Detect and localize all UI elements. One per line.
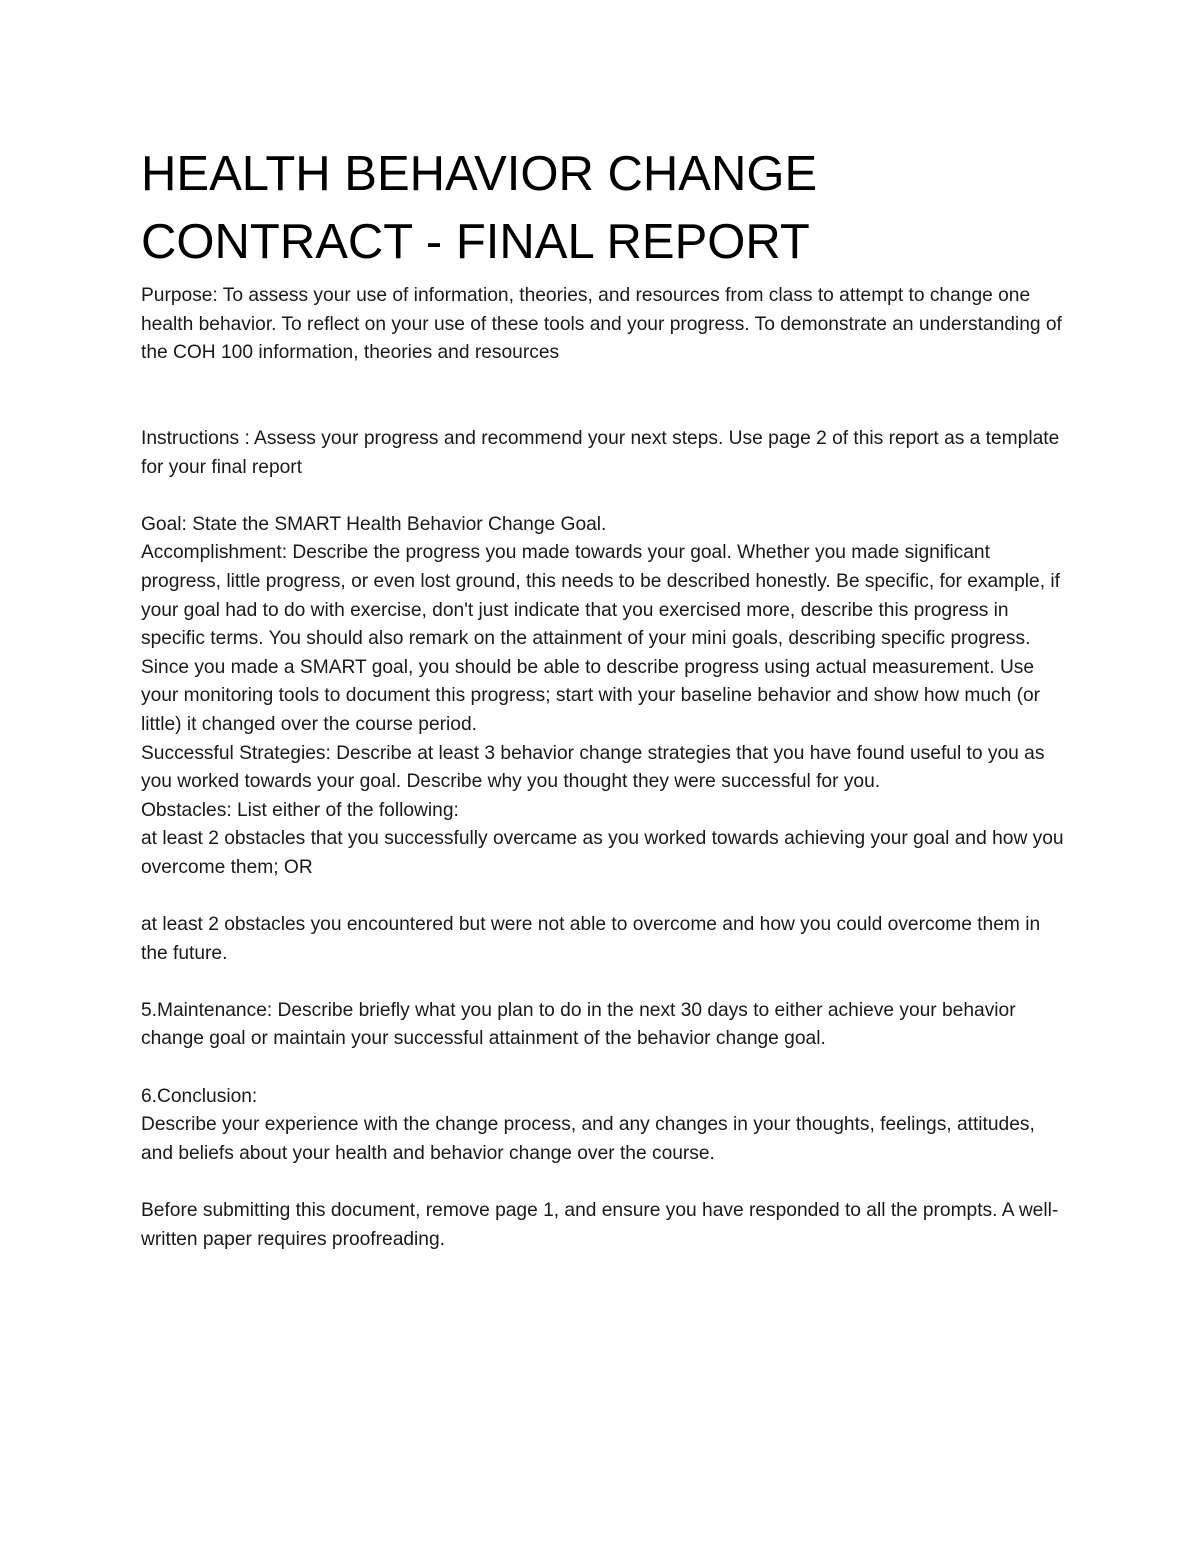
- obstacles-option-2: at least 2 obstacles you encountered but were not able to overcome and how you could overcome them in the future.: [141, 914, 1041, 964]
- title-line-2: CONTRACT - FINAL REPORT: [141, 215, 810, 269]
- document-title: [141, 140, 1071, 276]
- conclusion-heading: 6.Conclusion:: [141, 1085, 258, 1107]
- submission-note: Before submitting this document, remove page 1, and ensure you have responded to all the prompts. A well-written paper requires proofreading.: [141, 1200, 1059, 1250]
- strategies-paragraph: Successful Strategies: Describe at least 3 behavior change strategies that you have found useful to you as you worked towards your goal. Describe why you thought they were successful for you.: [141, 742, 1045, 793]
- instructions-paragraph: Instructions : Assess your progress and recommend your next steps. Use page 2 of this report as a template for your final report: [141, 427, 1060, 478]
- spacer: [141, 968, 1071, 997]
- spacer: [141, 1054, 1071, 1083]
- goal-paragraph: Goal: State the SMART Health Behavior Change Goal.: [141, 513, 607, 535]
- maintenance-paragraph: 5.Maintenance: Describe briefly what you plan to do in the next 30 days to either achieve your behavior change goal or maintain your successful attainment of the behavior change goal.: [141, 999, 1016, 1050]
- spacer: [141, 882, 1071, 911]
- purpose-paragraph: Purpose: To assess your use of information, theories, and resources from class to attempt to change one health behavior. To reflect on your use of these tools and your progress. To demonstrate an understanding of the COH 100 information, theories and resources: [141, 285, 1062, 364]
- spacer: [141, 482, 1071, 511]
- spacer: [141, 1168, 1071, 1197]
- spacer: [141, 368, 1071, 425]
- obstacles-option-1: at least 2 obstacles that you successfully overcame as you worked towards achieving your goal and how you overcome them; OR: [141, 828, 1064, 878]
- conclusion-paragraph: Describe your experience with the change process, and any changes in your thoughts, feelings, attitudes, and beliefs about your health and behavior change over the course.: [141, 1114, 1035, 1164]
- title-line-1: HEALTH BEHAVIOR CHANGE: [141, 147, 818, 201]
- accomplishment-paragraph: Accomplishment: Describe the progress you made towards your goal. Whether you made significant progress, little progress, or even lost ground, this needs to be described honestly. Be specific, for example, if your goal had to do with exercise, don't just indicate that you exercised more, describe this progress in specific terms. You should also remark on the attainment of your mini goals, describing specific progress. Since you made a SMART goal, you should be able to describe progress using actual measurement. Use your monitoring tools to document this progress; start with your baseline behavior and show how much (or little) it changed over the course period.: [141, 542, 1060, 735]
- document-page: [141, 140, 1071, 1254]
- obstacles-intro: Obstacles: List either of the following:: [141, 799, 459, 821]
